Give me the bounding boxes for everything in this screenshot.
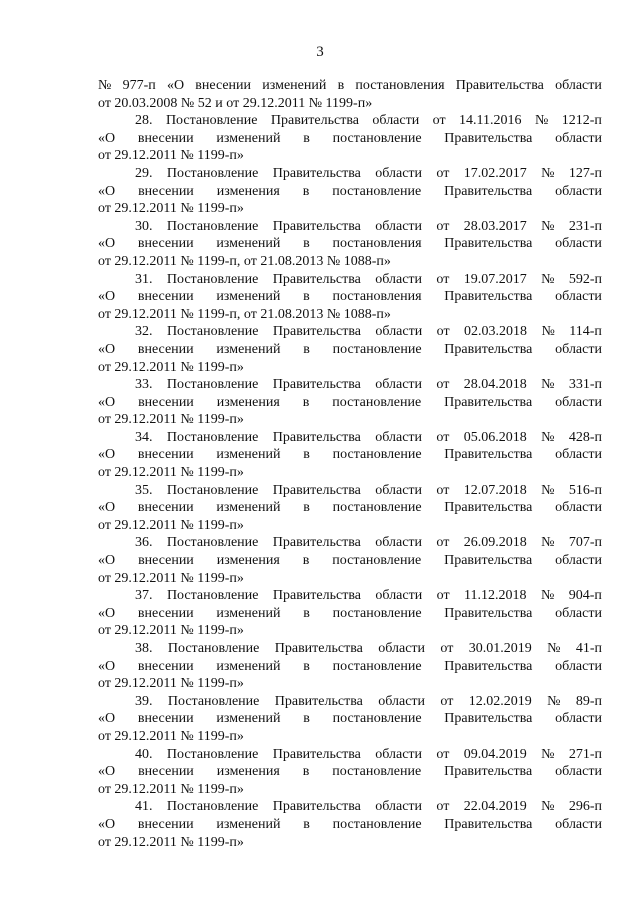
- document-body: [98, 77, 602, 851]
- text-line: от 29.12.2011 № 1199-п»: [98, 728, 244, 744]
- page-number: 3: [316, 44, 324, 60]
- text-line: «О внесении изменения в постановление Правительства области: [98, 394, 602, 410]
- text-line: от 29.12.2011 № 1199-п»: [98, 623, 244, 639]
- text-line: 36. Постановление Правительства области от 26.09.2018 № 707-п: [135, 535, 602, 551]
- text-line: «О внесении изменений в постановление Правительства области: [98, 658, 602, 674]
- text-line: от 29.12.2011 № 1199-п»: [98, 781, 244, 797]
- text-line: от 20.03.2008 № 52 и от 29.12.2011 № 1199-п»: [98, 95, 373, 111]
- list-item: [98, 271, 602, 324]
- text-line: «О внесении изменений в постановление Правительства области: [98, 500, 602, 516]
- text-line: 35. Постановление Правительства области от 12.07.2018 № 516-п: [135, 482, 602, 498]
- text-line: «О внесении изменений в постановление Правительства области: [98, 816, 602, 832]
- text-line: от 29.12.2011 № 1199-п»: [98, 412, 244, 428]
- text-line: «О внесении изменений в постановление Правительства области: [98, 711, 602, 727]
- list-item: [98, 640, 602, 693]
- text-line: 34. Постановление Правительства области от 05.06.2018 № 428-п: [135, 429, 602, 445]
- text-line: 33. Постановление Правительства области от 28.04.2018 № 331-п: [135, 377, 602, 393]
- list-item: [98, 534, 602, 587]
- text-line: от 29.12.2011 № 1199-п»: [98, 148, 244, 164]
- list-item: [98, 429, 602, 482]
- text-line: «О внесении изменений в постановления Правительства области: [98, 289, 602, 305]
- text-line: «О внесении изменения в постановление Правительства области: [98, 553, 602, 569]
- text-line: от 29.12.2011 № 1199-п, от 21.08.2013 № 1088-п»: [98, 306, 391, 322]
- text-line: 38. Постановление Правительства области от 30.01.2019 № 41-п: [135, 641, 602, 656]
- text-line: от 29.12.2011 № 1199-п»: [98, 570, 244, 586]
- text-line: 40. Постановление Правительства области от 09.04.2019 № 271-п: [135, 746, 602, 762]
- text-line: «О внесении изменений в постановление Правительства области: [98, 130, 602, 146]
- text-line: 41. Постановление Правительства области от 22.04.2019 № 296-п: [135, 799, 602, 815]
- list-item: [98, 746, 602, 799]
- list-item: [98, 165, 602, 218]
- list-item: [98, 77, 602, 112]
- text-line: 39. Постановление Правительства области от 12.02.2019 № 89-п: [135, 693, 602, 709]
- text-line: от 29.12.2011 № 1199-п»: [98, 201, 244, 217]
- text-line: 29. Постановление Правительства области от 17.02.2017 № 127-п: [135, 165, 602, 181]
- list-item: [98, 323, 602, 376]
- text-line: «О внесении изменений в постановление Правительства области: [98, 605, 602, 621]
- text-line: от 29.12.2011 № 1199-п»: [98, 517, 244, 533]
- text-line: от 29.12.2011 № 1199-п»: [98, 676, 244, 692]
- text-line: «О внесении изменения в постановление Правительства области: [98, 764, 602, 780]
- text-line: 30. Постановление Правительства области от 28.03.2017 № 231-п: [135, 218, 602, 234]
- text-line: от 29.12.2011 № 1199-п»: [98, 834, 244, 850]
- text-line: от 29.12.2011 № 1199-п»: [98, 359, 244, 375]
- text-line: от 29.12.2011 № 1199-п»: [98, 465, 244, 481]
- text-line: 37. Постановление Правительства области от 11.12.2018 № 904-п: [135, 588, 602, 604]
- list-item: [98, 693, 602, 746]
- text-line: «О внесении изменений в постановление Правительства области: [98, 341, 602, 357]
- text-line: от 29.12.2011 № 1199-п, от 21.08.2013 № 1088-п»: [98, 253, 391, 269]
- text-line: «О внесении изменений в постановления Правительства области: [98, 236, 602, 252]
- text-line: 28. Постановление Правительства области от 14.11.2016 № 1212-п: [135, 113, 602, 129]
- list-item: [98, 376, 602, 429]
- list-item: [98, 587, 602, 640]
- text-line: 32. Постановление Правительства области от 02.03.2018 № 114-п: [135, 324, 602, 340]
- text-line: «О внесении изменений в постановление Правительства области: [98, 447, 602, 463]
- list-item: [98, 112, 602, 165]
- text-line: «О внесении изменения в постановление Правительства области: [98, 183, 602, 199]
- text-line: № 977-п «О внесении изменений в постановления Правительства области: [98, 78, 602, 93]
- list-item: [98, 218, 602, 271]
- list-item: [98, 482, 602, 535]
- list-item: [98, 798, 602, 851]
- text-line: 31. Постановление Правительства области от 19.07.2017 № 592-п: [135, 271, 602, 287]
